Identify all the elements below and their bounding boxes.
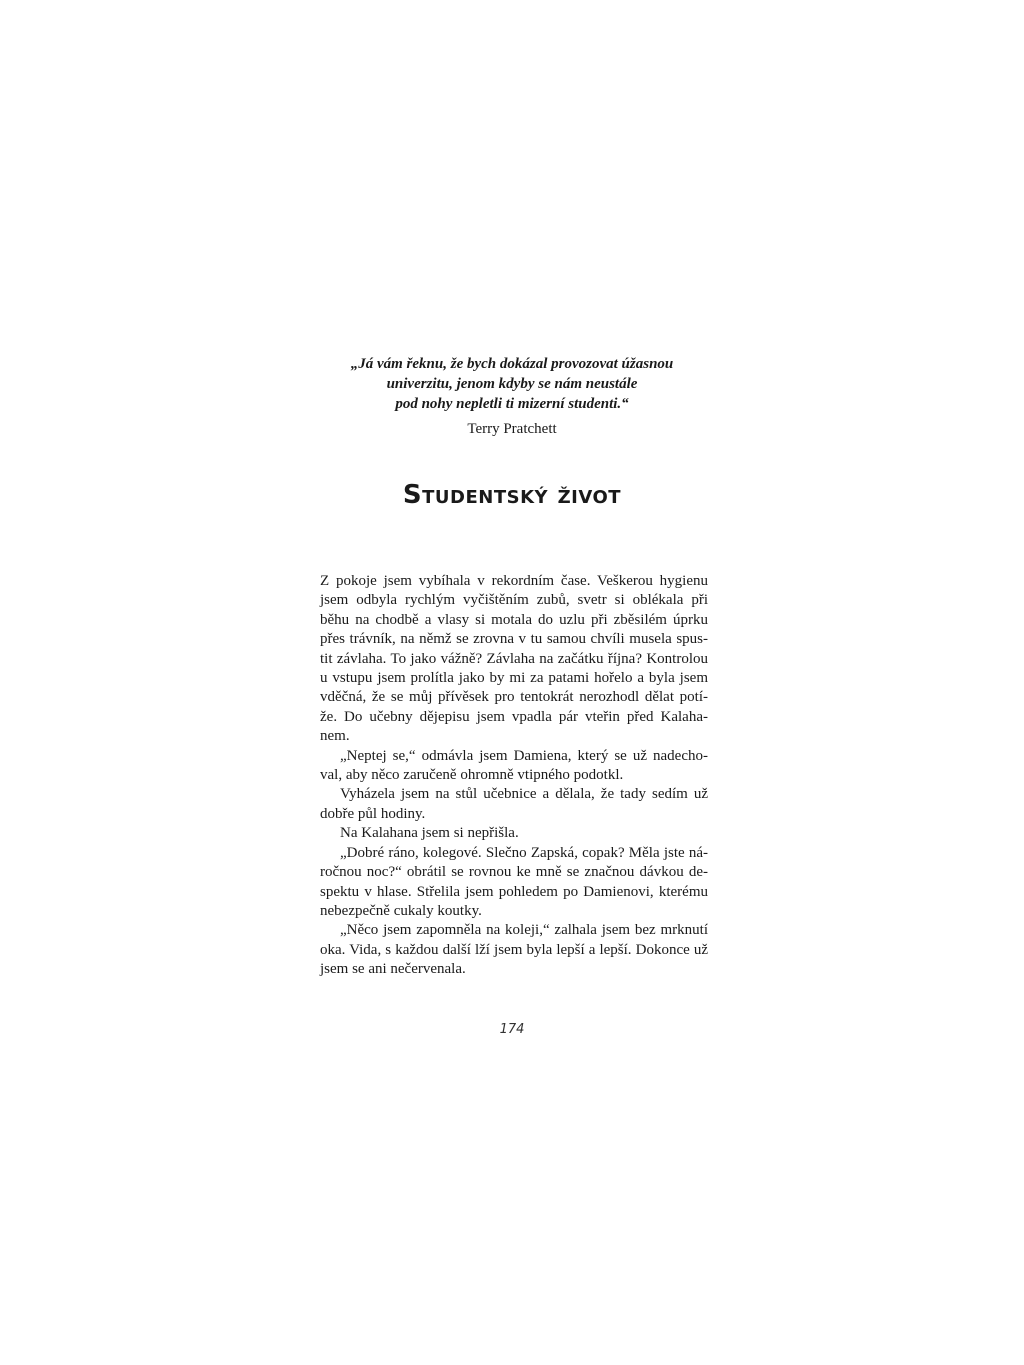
text-line: jsem se ani nečervenala. <box>320 961 466 978</box>
page-number: 174 <box>499 1022 525 1037</box>
text-line: přes trávník, na němž se zrovna v tu samou chvíli musela spus- <box>320 631 708 648</box>
epigraph-author: Terry Pratchett <box>467 421 557 437</box>
epigraph-quote <box>300 354 724 414</box>
text-line: spektu v hlase. Střelila jsem pohledem po Damienovi, kterému <box>320 883 708 900</box>
chapter-title: Studentský život <box>402 480 622 510</box>
epigraph-line: „Já vám řeknu, že bych dokázal provozovat úžasnou <box>350 356 674 372</box>
text-line: jsem odbyla rychlým vyčištěním zubů, svetr si oblékala při <box>320 592 708 609</box>
text-line: Na Kalahana jsem si nepřišla. <box>340 825 519 842</box>
epigraph-line: pod nohy nepletli ti mizerní studenti.“ <box>395 396 629 412</box>
text-line: „Něco jsem zapomněla na koleji,“ zalhala jsem bez mrknutí <box>340 922 708 939</box>
text-line: dobře půl hodiny. <box>320 805 426 822</box>
text-line: u vstupu jsem prolítla jako by mi za patami hořelo a byla jsem <box>320 670 708 687</box>
text-line: ročnou noc?“ obrátil se rovnou ke mně se značnou dávkou de- <box>320 864 708 881</box>
text-line: tit závlaha. To jako vážně? Závlaha na začátku října? Kontrolou <box>320 650 708 667</box>
text-line: nem. <box>320 728 350 745</box>
text-line: vděčná, že se můj přívěsek pro tentokrát nerozhodl dělat potí- <box>320 689 708 706</box>
text-line: běhu na chodbě a vlasy si motala do uzlu při zběsilém úprku <box>320 611 708 628</box>
text-line: „Dobré ráno, kolegové. Slečno Zapská, copak? Měla jste ná- <box>340 844 708 861</box>
epigraph-line: univerzitu, jenom kdyby se nám neustále <box>386 376 638 392</box>
text-line: nebezpečně cukaly koutky. <box>320 902 482 919</box>
text-line: val, aby něco zaručeně ohromně vtipného podotkl. <box>320 767 624 784</box>
text-line: oka. Vida, s každou další lží jsem byla lepší a lepší. Dokonce už <box>320 941 708 958</box>
text-line: „Neptej se,“ odmávla jsem Damiena, který se už nadecho- <box>340 747 708 764</box>
body-text <box>320 572 708 980</box>
text-line: Vyházela jsem na stůl učebnice a dělala, že tady sedím už <box>340 786 708 803</box>
text-line: že. Do učebny dějepisu jsem vpadla pár vteřin před Kalaha- <box>320 708 708 725</box>
text-line: Z pokoje jsem vybíhala v rekordním čase. Veškerou hygienu <box>320 573 708 589</box>
